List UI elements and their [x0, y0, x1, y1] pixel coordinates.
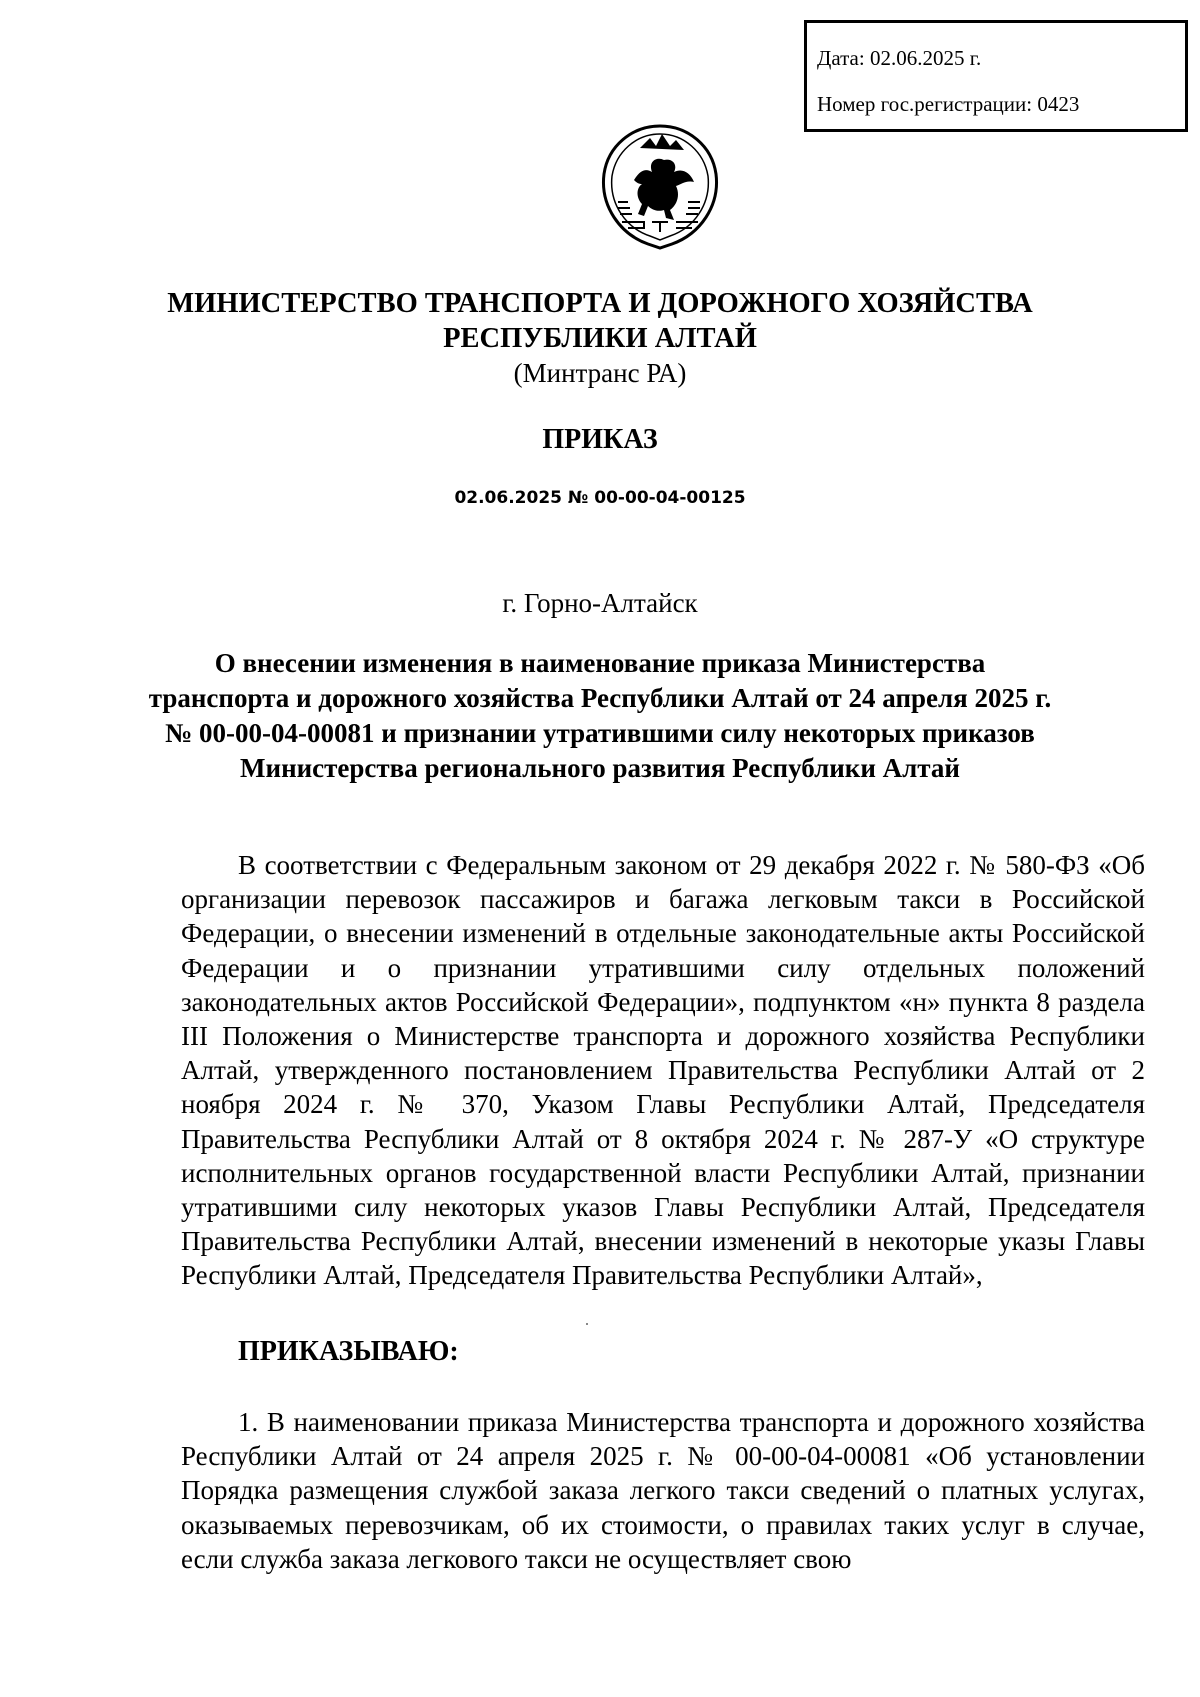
altai-coat-of-arms-icon: [600, 122, 720, 250]
item-1-paragraph: 1. В наименовании приказа Министерства транспорта и дорожного хозяйства Республики Алтай от 24 апреля 2025 г. № 00-00-04-00081 «Об установлении Порядка размещения службой заказа легкого такси сведений о платных услугах, оказываемых перевозчикам, об их стоимости, о правилах таких услуг в случае, если служба заказа легкового такси не осуществляет свою: [181, 1407, 1145, 1574]
registration-date: [817, 43, 1185, 75]
document-subject: [0, 646, 1200, 786]
subject-line2: транспорта и дорожного хозяйства Республики Алтай от 24 апреля 2025 г.: [148, 683, 1052, 713]
ministry-name-line2: РЕСПУБЛИКИ АЛТАЙ: [443, 323, 757, 354]
registration-date-value: : 02.06.2025 г.: [858, 46, 982, 70]
document-number: 02.06.2025 № 00-00-04-00125: [454, 488, 746, 508]
registration-number-value: : 0423: [1026, 91, 1080, 116]
registration-number: [817, 89, 1185, 121]
ministry-abbreviation: (Минтранс РА): [513, 358, 687, 388]
ministry-name-line1: МИНИСТЕРСТВО ТРАНСПОРТА И ДОРОЖНОГО ХОЗЯЙСТВА: [167, 288, 1033, 319]
document-type: ПРИКАЗ: [542, 424, 658, 455]
registration-box: [804, 20, 1188, 132]
registration-date-label: Дата: [817, 46, 859, 70]
scan-speck: [586, 1323, 588, 1325]
preamble-paragraph: В соответствии с Федеральным законом от 29 декабря 2022 г. № 580-ФЗ «Об организации перевозок пассажиров и багажа легковым такси в Российской Федерации, о внесении изменений в отдельные законодательные акты Российской Федерации и о признании утратившими силу отдельных положений законодательных актов Российской Федерации», подпунктом «н» пункта 8 раздела III Положения о Министерстве транспорта и дорожного хозяйства Республики Алтай, утвержденного постановлением Правительства Республики Алтай от 2 ноября 2024 г. № 370, Указом Главы Республики Алтай, Председателя Правительства Республики Алтай от 8 октября 2024 г. № 287-У «О структуре исполнительных органов государственной власти Республики Алтай, признании утратившими силу некоторых указов Главы Республики Алтай, Председателя Правительства Республики Алтай, внесении изменений в некоторые указы Главы Республики Алтай, Председателя Правительства Республики Алтай»,: [181, 850, 1145, 1291]
subject-line1: О внесении изменения в наименование приказа Министерства: [214, 648, 986, 678]
registration-number-label: Номер гос.регистрации: [817, 91, 1027, 116]
decree-heading: ПРИКАЗЫВАЮ:: [238, 1336, 459, 1367]
ministry-name: [0, 286, 1200, 356]
subject-line4: Министерства регионального развития Республики Алтай: [240, 753, 960, 783]
subject-line3: № 00-00-04-00081 и признании утратившими силу некоторых приказов: [165, 718, 1035, 748]
document-city: г. Горно-Алтайск: [502, 588, 698, 618]
